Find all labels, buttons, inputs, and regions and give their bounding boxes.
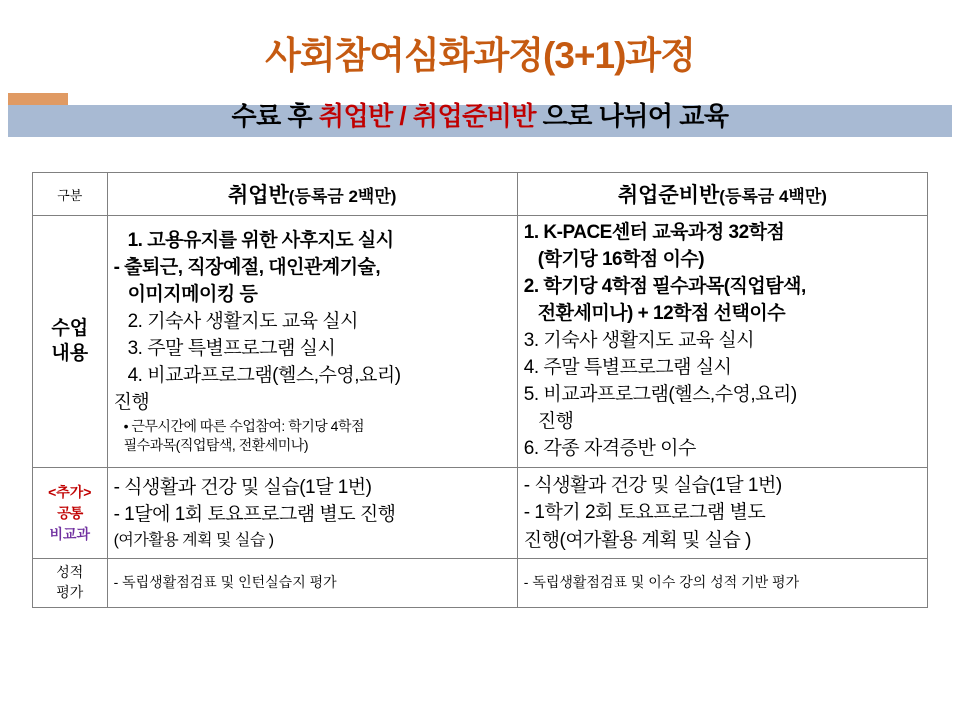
subtitle-banner [0,93,960,137]
banner-highlight: 취업반 / 취업준비반 [318,100,536,131]
row-label-extra [33,467,108,559]
list-item: 전환세미나) + 12학점 선택이수 [537,302,786,324]
grading-col-a: - 독립생활점검표 및 인턴실습지 평가 [107,559,517,607]
list-item: 진행 [113,391,150,413]
extra-col-a [107,467,517,559]
extra-col-a-line3: (여가활용 계획 및 실습 ) [113,531,274,549]
row-label-grading-line2: 평가 [56,583,84,600]
banner-suffix: 으로 나뉘어 교육 [535,100,729,131]
extra-col-a-line2: - 1달에 1회 토요프로그램 별도 진행 [113,504,396,526]
list-item-note: 필수과목(직업탐색, 전환세미나) [123,436,308,453]
list-item-note: • 근무시간에 따른 수업참여: 학기당 4학점 [123,417,364,434]
list-item: 3. 기숙사 생활지도 교육 실시 [523,329,755,351]
grading-col-b: - 독립생활점검표 및 이수 강의 성적 기반 평가 [517,559,927,607]
list-item: 2. 학기당 4학점 필수과목(직업탐색, [523,275,806,297]
row-label-curriculum [33,216,108,468]
table-row-grading [33,559,928,607]
list-item: 3. 주말 특별프로그램 실시 [127,337,336,359]
comparison-table [32,172,928,608]
list-item: 진행 [537,410,574,432]
header-col-b [517,173,927,216]
list-item: (학기당 16학점 이수) [537,248,705,270]
list-item: 4. 비교과프로그램(헬스,수영,요리) [127,364,401,386]
row-label-curriculum-line2: 내용 [51,343,89,365]
header-col-b-main: 취업준비반 [617,184,720,207]
list-item: 이미지메이킹 등 [127,284,258,306]
list-item: 4. 주말 특별프로그램 실시 [523,356,732,378]
list-item: - 출퇴근, 직장예절, 대인관계기술, [113,257,381,279]
curriculum-col-b [517,216,927,468]
list-item: 5. 비교과프로그램(헬스,수영,요리) [523,383,797,405]
header-col-a-main: 취업반 [227,184,289,207]
table-header-row [33,173,928,216]
row-label-grading [33,559,108,607]
table-row-extra [33,467,928,559]
page-title: 사회참여심화과정(3+1)과정 [265,35,695,76]
extra-col-b [517,467,927,559]
extra-col-b-line1: - 식생활과 건강 및 실습(1달 1번) [523,474,782,496]
header-label-cell: 구분 [33,173,108,216]
list-item: 1. 고용유지를 위한 사후지도 실시 [127,230,394,252]
curriculum-col-a [107,216,517,468]
extra-col-a-line1: - 식생활과 건강 및 실습(1달 1번) [113,476,372,498]
extra-col-b-line3: 진행(여가활용 계획 및 실습 ) [523,529,751,551]
row-label-grading-line1: 성적 [56,564,84,581]
banner-text [0,101,960,132]
row-label-extra-line1: <추가> [48,483,92,500]
table-row-curriculum [33,216,928,468]
extra-col-b-line2: - 1학기 2회 토요프로그램 별도 [523,502,766,524]
list-item: 2. 기숙사 생활지도 교육 실시 [127,310,358,332]
row-label-extra-line3: 비교과 [49,525,91,542]
row-label-extra-line2: 공통 [57,504,83,521]
header-col-b-sub: (등록금 4백만) [719,187,827,206]
banner-prefix: 수료 후 [231,100,319,131]
header-col-a-sub: (등록금 2백만) [288,187,397,206]
header-col-a [107,173,517,216]
list-item: 1. K-PACE센터 교육과정 32학점 [523,222,785,243]
row-label-curriculum-line1: 수업 [51,317,89,339]
list-item: 6. 각종 자격증반 이수 [523,437,696,459]
